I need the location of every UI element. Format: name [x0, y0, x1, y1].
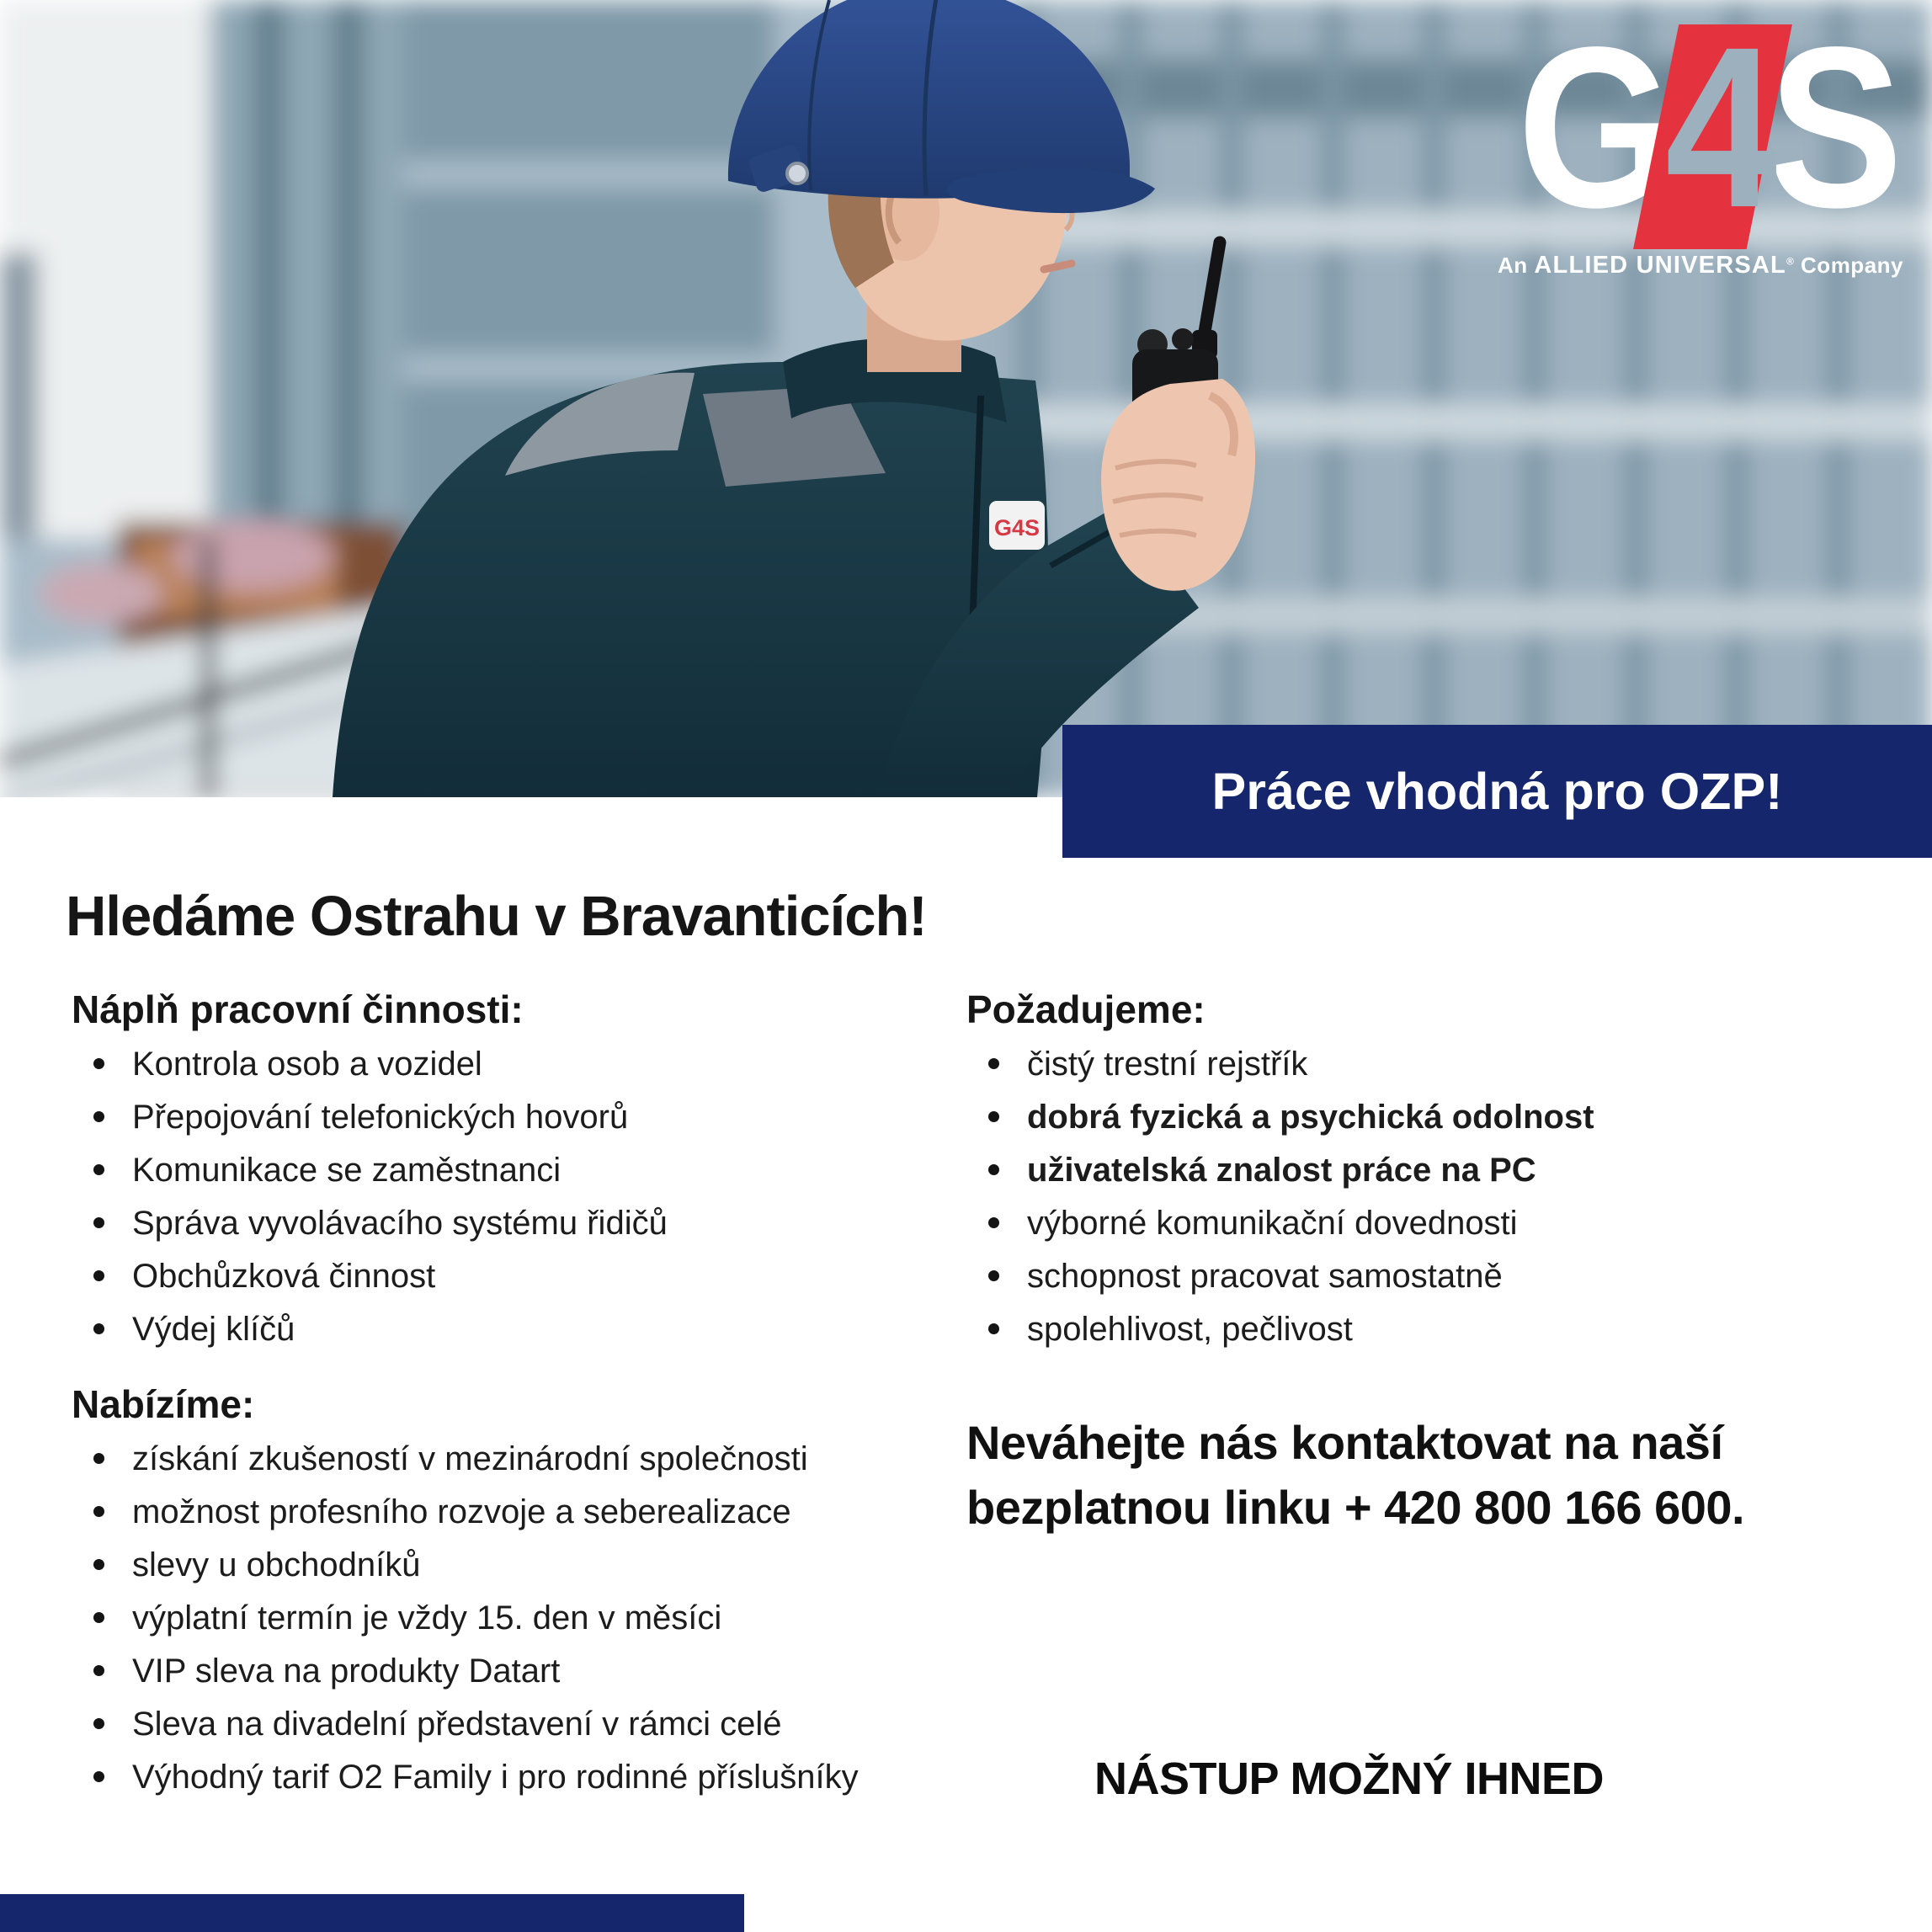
requirements-list [966, 1046, 1930, 1348]
tagline-suffix: Company [1801, 252, 1903, 278]
registered-mark-icon: ® [1786, 254, 1795, 267]
logo-letter-4: 4 [1655, 15, 1769, 240]
list-item: Sleva na divadelní představení v rámci celé [72, 1706, 951, 1743]
ozp-banner [1062, 725, 1932, 858]
ozp-banner-label: Práce vhodná pro OZP! [1211, 763, 1783, 820]
list-item: možnost profesního rozvoje a seberealizace [72, 1493, 951, 1530]
list-item: uživatelská znalost práce na PC [966, 1152, 1930, 1189]
page-title: Hledáme Ostrahu v Bravanticích! [66, 885, 927, 948]
list-item: slevy u obchodníků [72, 1546, 951, 1583]
list-item: Správa vyvolávacího systému řidičů [72, 1205, 951, 1242]
hero-photo [0, 0, 1932, 797]
logo-letter-s: S [1768, 0, 1884, 255]
left-column [72, 987, 951, 1812]
list-item: čistý trestní rejstřík [966, 1046, 1930, 1083]
list-item: Komunikace se zaměstnanci [72, 1152, 951, 1189]
g4s-logo [1490, 0, 1911, 279]
list-item: VIP sleva na produkty Datart [72, 1653, 951, 1690]
offer-list [72, 1440, 951, 1796]
list-item: získání zkušeností v mezinárodní společnosti [72, 1440, 951, 1477]
tagline-prefix: An [1498, 252, 1528, 278]
duties-title: Náplň pracovní činnosti: [72, 987, 524, 1031]
g4s-logo-letters [1515, 0, 1886, 255]
start-note: NÁSTUP MOŽNÝ IHNED [1094, 1753, 1605, 1804]
requirements-title: Požadujeme: [966, 987, 1206, 1031]
offer-section [72, 1381, 951, 1796]
bottom-bar [0, 1894, 744, 1932]
list-item: Kontrola osob a vozidel [72, 1046, 951, 1083]
logo-letter-g: G [1517, 0, 1655, 255]
contact-text: Neváhejte nás kontaktovat na naší bezplatnou linku + 420 800 166 600. [966, 1416, 1745, 1535]
list-item: dobrá fyzická a psychická odolnost [966, 1099, 1930, 1136]
list-item: Výhodný tarif O2 Family i pro rodinné příslušníky [72, 1759, 951, 1796]
list-item: výplatní termín je vždy 15. den v měsíci [72, 1599, 951, 1637]
tagline-brand: ALLIED UNIVERSAL [1534, 251, 1786, 279]
list-item: Přepojování telefonických hovorů [72, 1099, 951, 1136]
offer-title: Nabízíme: [72, 1382, 255, 1426]
list-item: Výdej klíčů [72, 1311, 951, 1348]
list-item: Obchůzková činnost [72, 1258, 951, 1295]
duties-list [72, 1046, 951, 1348]
list-item: schopnost pracovat samostatně [966, 1258, 1930, 1295]
right-column [966, 987, 1930, 1805]
jacket-g4s-patch: G4S [993, 515, 1041, 540]
logo-tagline [1490, 252, 1911, 279]
list-item: spolehlivost, pečlivost [966, 1311, 1930, 1348]
list-item: výborné komunikační dovednosti [966, 1205, 1930, 1242]
